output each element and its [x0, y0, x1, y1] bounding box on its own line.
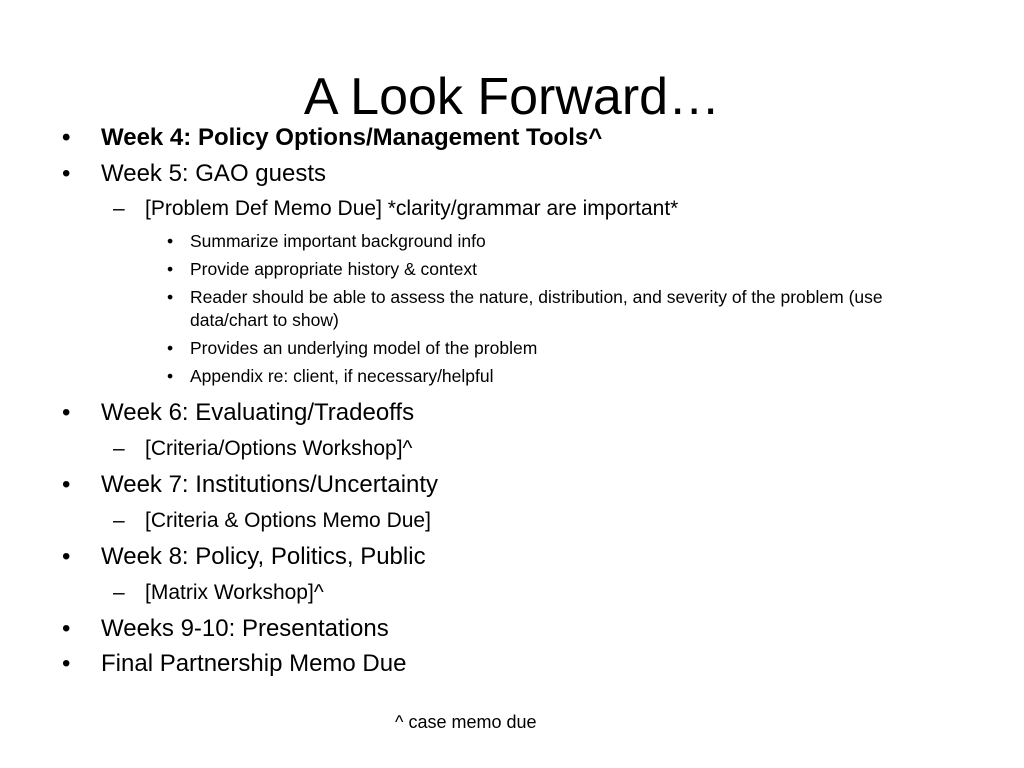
list-item: [60, 255, 960, 283]
bullet-icon: •: [167, 259, 174, 280]
list-item-text: Week 4: Policy Options/Management Tools^: [101, 124, 603, 151]
list-item-text: Provides an underlying model of the problem: [190, 338, 538, 359]
list-item-text: [Matrix Workshop]^: [145, 580, 324, 604]
dash-icon: –: [113, 437, 125, 461]
list-item: [60, 611, 960, 647]
list-item-text: Reader should be able to assess the nature, distribution, and severity of the problem (use data/chart to show): [190, 287, 883, 331]
bullet-icon: •: [62, 614, 71, 642]
list-item-text: Appendix re: client, if necessary/helpful: [190, 366, 494, 387]
bullet-icon: •: [62, 650, 71, 678]
list-item: [60, 334, 960, 362]
dash-icon: –: [113, 508, 125, 532]
list-item: [60, 539, 960, 575]
bullet-list: [60, 120, 960, 682]
list-item-text: Weeks 9-10: Presentations: [101, 614, 389, 642]
list-item: [60, 467, 960, 503]
bullet-icon: •: [167, 231, 174, 252]
bullet-icon: •: [62, 542, 71, 570]
list-item: [60, 227, 960, 255]
list-item: [60, 395, 960, 431]
dash-icon: –: [113, 197, 125, 221]
bullet-icon: •: [167, 366, 174, 387]
dash-icon: –: [113, 580, 125, 604]
list-item: [60, 362, 960, 390]
list-item: [60, 283, 960, 334]
list-item: [60, 575, 960, 611]
bullet-icon: •: [167, 338, 174, 359]
footnote: ^ case memo due: [395, 712, 537, 732]
list-item-text: Provide appropriate history & context: [190, 259, 477, 280]
list-item-text: Final Partnership Memo Due: [101, 650, 407, 678]
list-item-text: Week 6: Evaluating/Tradeoffs: [101, 399, 415, 427]
list-item: [60, 191, 960, 227]
list-item-text: [Criteria & Options Memo Due]: [145, 508, 431, 532]
list-item: [60, 503, 960, 539]
bullet-icon: •: [62, 471, 71, 499]
list-item-text: Week 5: GAO guests: [101, 159, 326, 187]
list-item-text: Summarize important background info: [190, 231, 486, 252]
bullet-icon: •: [62, 124, 71, 151]
list-item-text: [Problem Def Memo Due] *clarity/grammar are important*: [145, 197, 679, 221]
bullet-icon: •: [62, 159, 71, 187]
list-item-text: Week 8: Policy, Politics, Public: [101, 542, 426, 570]
list-item: [60, 120, 960, 156]
list-item-text: Week 7: Institutions/Uncertainty: [101, 471, 439, 499]
list-item: [60, 156, 960, 192]
list-item: [60, 646, 960, 682]
slide-title: A Look Forward…: [303, 68, 721, 126]
bullet-icon: •: [167, 287, 174, 308]
bullet-icon: •: [62, 399, 71, 427]
list-item: [60, 431, 960, 467]
list-item-text: [Criteria/Options Workshop]^: [145, 437, 413, 461]
